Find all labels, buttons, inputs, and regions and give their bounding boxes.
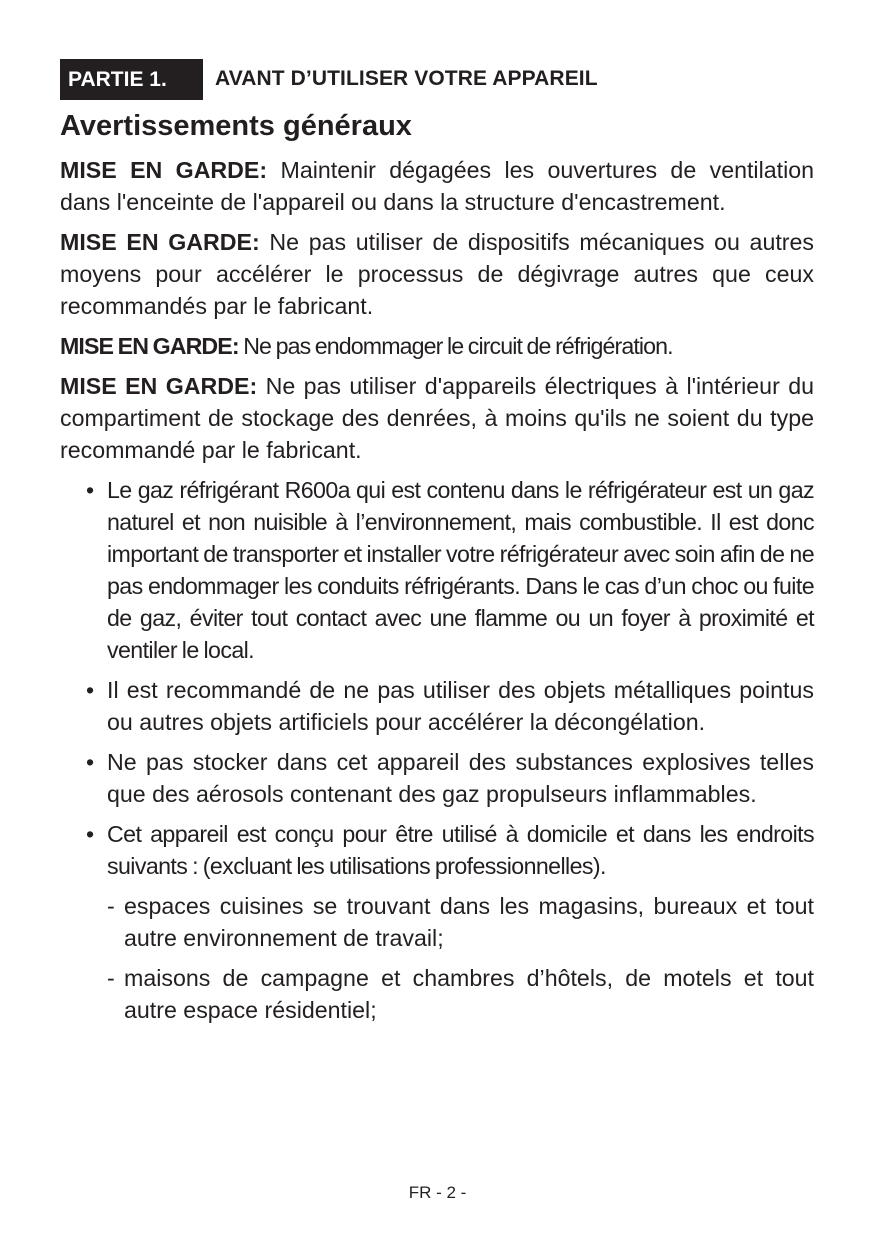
bullet-icon: • [86, 477, 95, 503]
list-item-text: Il est recommandé de ne pas utiliser des objets métalliques pointus ou autres objets artificiels pour accélérer la décongélation. [107, 677, 814, 735]
part-badge: PARTIE 1. [60, 59, 203, 100]
page-number: FR - 2 - [408, 1183, 467, 1202]
warning-lead: MISE EN GARDE: [60, 157, 268, 183]
warning-paragraph [60, 330, 814, 362]
list-item [60, 818, 814, 1026]
sub-list-item [107, 962, 814, 1026]
list-item-text: Cet appareil est conçu pour être utilisé à domicile et dans les endroits suivants : (excluant les utilisations professionnelles). [107, 821, 814, 879]
section-title: Avertissements généraux [60, 110, 412, 142]
list-item [60, 474, 814, 666]
bullet-icon: • [86, 677, 95, 703]
list-item [60, 746, 814, 810]
list-item-text: Ne pas stocker dans cet appareil des substances explosives telles que des aérosols contenant des gaz propulseurs inflammables. [107, 749, 814, 807]
part-header [60, 58, 814, 100]
warning-paragraph [60, 226, 814, 322]
list-item-text: Le gaz réfrigérant R600a qui est contenu dans le réfrigérateur est un gaz naturel et non nuisible à l’environnement, mais combustible. Il est donc important de transporter et installer votre réfrigérateur avec soin afin de ne pas endommager les conduits réfrigérants. Dans le cas d’un choc ou fuite de gaz, éviter tout contact avec une flamme ou un foyer à proximité et ventiler le local. [107, 477, 814, 663]
warning-text: Ne pas utiliser d'appareils électriques à l'intérieur du compartiment de stockage des denrées, à moins qu'ils ne soient du type recommandé par le fabricant. [60, 373, 814, 463]
bullet-icon: • [86, 749, 95, 775]
warning-text: Maintenir dégagées les ouvertures de ventilation dans l'enceinte de l'appareil ou dans la structure d'encastrement. [60, 157, 815, 215]
sub-list-item [107, 890, 814, 954]
warning-text: Ne pas utiliser de dispositifs mécaniques ou autres moyens pour accélérer le processus de dégivrage autres que ceux recommandés par le fabricant. [60, 229, 815, 319]
list-item [60, 674, 814, 738]
part-title: AVANT D’UTILISER VOTRE APPAREIL [215, 67, 598, 90]
warning-text: Ne pas endommager le circuit de réfrigération. [238, 333, 673, 359]
warning-paragraph [60, 370, 814, 466]
dash-icon: - [107, 893, 115, 919]
warning-lead: MISE EN GARDE: [60, 333, 239, 359]
warning-paragraph [60, 154, 814, 218]
manual-page [60, 58, 814, 1034]
warning-lead: MISE EN GARDE: [60, 229, 260, 255]
sub-list-item-text: maisons de campagne et chambres d’hôtels, de motels et tout autre espace résidentiel; [124, 965, 814, 1023]
warning-lead: MISE EN GARDE: [60, 373, 258, 399]
bullet-icon: • [86, 821, 95, 847]
bullet-list [60, 474, 814, 1026]
sub-list-item-text: espaces cuisines se trouvant dans les magasins, bureaux et tout autre environnement de travail; [124, 893, 814, 951]
sub-list [107, 890, 814, 1026]
dash-icon: - [107, 965, 115, 991]
